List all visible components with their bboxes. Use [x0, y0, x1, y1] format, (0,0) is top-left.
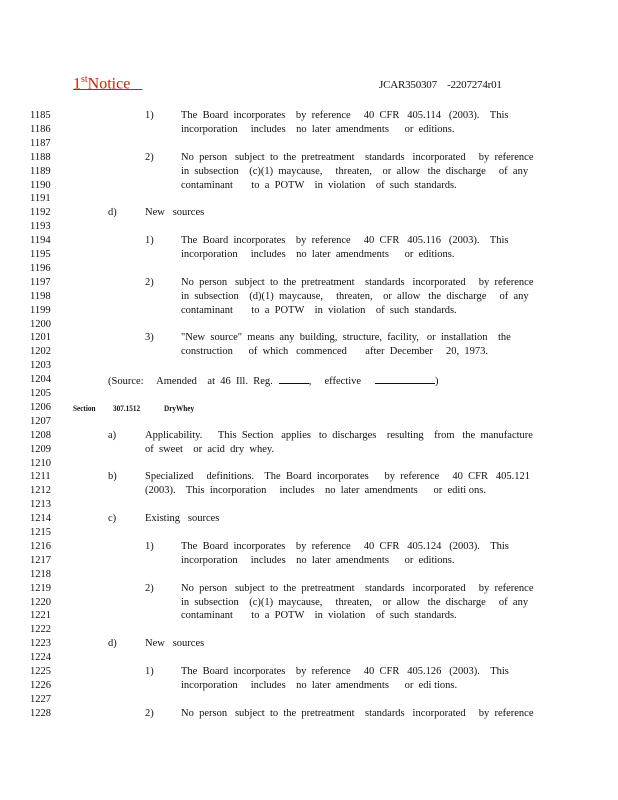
line-number: 1189: [30, 165, 51, 177]
subsection-label: 1): [145, 540, 154, 552]
document-line: [0, 470, 618, 484]
line-number: 1196: [30, 262, 51, 274]
subsection-label: b): [108, 471, 117, 483]
document-line: [0, 498, 618, 512]
document-line: [0, 276, 618, 290]
line-text: No person subject to the pretreatment standards incorporated by reference: [181, 276, 534, 288]
line-number: 1222: [30, 624, 51, 636]
source-effective: , effective: [308, 376, 362, 388]
line-text: No person subject to the pretreatment standards incorporated by reference: [181, 582, 534, 594]
document-line: [0, 123, 618, 137]
document-line: [0, 318, 618, 332]
line-number: 1224: [30, 652, 51, 664]
line-number: 1186: [30, 123, 51, 135]
line-number: 1215: [30, 527, 51, 538]
line-text: Applicability. This Section applies to discharges resulting from the manufacture: [145, 429, 533, 441]
line-text: No person subject to the pretreatment standards incorporated by reference: [181, 707, 534, 719]
line-number: 1190: [30, 179, 51, 191]
subsection-label: a): [108, 429, 117, 441]
line-text: The Board incorporates by reference 40 CFR 405.124 (2003). This: [181, 540, 509, 552]
document-line: [0, 345, 618, 359]
document-line: [0, 109, 618, 123]
document-line: [0, 429, 618, 443]
effective-date-blank: [375, 373, 435, 384]
document-line: [0, 137, 618, 151]
subsection-label: 2): [145, 151, 154, 163]
line-number: 1212: [30, 485, 51, 497]
document-line: [0, 707, 618, 721]
document-line: [0, 637, 618, 651]
line-number: 1219: [30, 582, 51, 594]
line-number: 1214: [30, 513, 51, 525]
subsection-label: 3): [145, 332, 154, 344]
line-number: 1204: [30, 374, 51, 386]
document-line: [0, 151, 618, 165]
line-number: 1200: [30, 318, 51, 330]
document-line: [0, 457, 618, 471]
line-number: 1205: [30, 388, 51, 399]
line-text: construction of which commenced after December 20, 1973.: [181, 346, 489, 358]
line-text: contaminant to a POTW in violation of such standards.: [181, 610, 457, 622]
line-text: in subsection (c)(1) maycause, threaten, or allow the discharge of any: [181, 596, 529, 608]
line-number: 1197: [30, 276, 51, 288]
line-text: in subsection (d)(1) maycause, threaten, or allow the discharge of any: [181, 290, 529, 302]
document-line: [0, 665, 618, 679]
line-number: 1208: [30, 429, 51, 441]
line-number: 1221: [30, 610, 51, 622]
document-line: [0, 554, 618, 568]
line-text: The Board incorporates by reference 40 CFR 405.114 (2003). This: [181, 110, 509, 121]
document-line: [0, 540, 618, 554]
line-number: 1211: [30, 471, 51, 483]
line-text: Existing sources: [145, 513, 220, 525]
document-line: [0, 304, 618, 318]
subsection-label: 2): [145, 707, 154, 719]
line-number: 1207: [30, 415, 51, 427]
document-line: [0, 165, 618, 179]
document-line: [0, 206, 618, 220]
line-number: 1199: [30, 304, 51, 316]
line-number: 1192: [30, 207, 51, 219]
subsection-label: 1): [145, 110, 154, 121]
line-number: 1216: [30, 540, 51, 552]
line-text: No person subject to the pretreatment standards incorporated by reference: [181, 151, 534, 163]
line-number: 1209: [30, 443, 51, 455]
line-text: The Board incorporates by reference 40 CFR 405.116 (2003). This: [181, 235, 509, 247]
document-line: [0, 415, 618, 429]
document-line: [0, 179, 618, 193]
document-line: [0, 484, 618, 498]
document-line: [0, 443, 618, 457]
line-number: 1185: [30, 110, 51, 121]
line-number: 1188: [30, 151, 51, 163]
document-line: [0, 693, 618, 707]
document-id: JCAR350307 -2207274r01: [379, 79, 502, 91]
line-number: 1191: [30, 193, 51, 205]
document-line: [0, 609, 618, 623]
line-number: 1213: [30, 499, 51, 511]
line-number: 1187: [30, 137, 51, 149]
document-line: [0, 526, 618, 540]
line-number: 1228: [30, 707, 51, 719]
document-line: [0, 359, 618, 373]
line-number: 1223: [30, 638, 51, 650]
subsection-label: 1): [145, 666, 154, 677]
line-number: 1220: [30, 596, 51, 608]
subsection-label: d): [108, 638, 117, 650]
document-line: [0, 651, 618, 665]
section-title: DryWhey: [164, 402, 195, 413]
subsection-label: 2): [145, 582, 154, 594]
line-number: 1202: [30, 346, 51, 358]
source-close: ): [435, 376, 439, 388]
line-text: New sources: [145, 638, 205, 650]
document-line: [0, 623, 618, 637]
line-text: in subsection (c)(1) maycause, threaten, or allow the discharge of any: [181, 165, 529, 177]
source-prefix: (Source: Amended at 46 Ill. Reg.: [108, 376, 273, 388]
line-number: 1218: [30, 568, 51, 580]
line-number: 1201: [30, 332, 51, 344]
line-text: (2003). This incorporation includes no later amendments or editi ons.: [145, 485, 486, 497]
document-line: [0, 331, 618, 345]
document-line: [0, 248, 618, 262]
line-number: 1195: [30, 249, 51, 260]
line-number: 1198: [30, 290, 51, 302]
line-text: of sweet or acid dry whey.: [145, 443, 275, 455]
document-line: [0, 234, 618, 248]
line-text: incorporation includes no later amendments or editions.: [181, 554, 455, 566]
line-number: 1193: [30, 221, 51, 233]
line-number: 1225: [30, 666, 51, 677]
document-line: [0, 679, 618, 693]
document-line: [0, 596, 618, 610]
line-number: 1206: [30, 401, 51, 413]
line-number: 1217: [30, 554, 51, 566]
line-number: 1226: [30, 679, 51, 691]
subsection-label: c): [108, 513, 117, 525]
register-page-blank: [279, 373, 309, 384]
subsection-label: d): [108, 207, 117, 219]
line-text: "New source" means any building, structure, facility, or installation the: [181, 332, 511, 344]
subsection-label: 2): [145, 276, 154, 288]
document-line: [0, 582, 618, 596]
notice-heading: 1stNotice: [73, 74, 131, 93]
document-line: [0, 262, 618, 276]
document-line: [0, 387, 618, 401]
line-number: 1227: [30, 693, 51, 705]
line-text: contaminant to a POTW in violation of such standards.: [181, 304, 457, 316]
document-line: [0, 401, 618, 415]
section-number: 307.1512: [113, 402, 141, 413]
document-line: [0, 220, 618, 234]
line-number: 1210: [30, 457, 51, 469]
section-word: Section: [73, 402, 96, 413]
line-text: contaminant to a POTW in violation of such standards.: [181, 179, 457, 191]
document-line: [0, 568, 618, 582]
document-line: [0, 512, 618, 526]
line-text: incorporation includes no later amendments or edi tions.: [181, 679, 458, 691]
line-text: incorporation includes no later amendments or editions.: [181, 249, 455, 260]
line-number: 1203: [30, 360, 51, 372]
line-number: 1194: [30, 235, 51, 247]
line-text: New sources: [145, 207, 205, 219]
document-line: [0, 192, 618, 206]
line-text: Specialized definitions. The Board incorporates by reference 40 CFR 405.121: [145, 471, 531, 483]
line-text: incorporation includes no later amendments or editions.: [181, 123, 455, 135]
line-text: The Board incorporates by reference 40 CFR 405.126 (2003). This: [181, 666, 509, 677]
subsection-label: 1): [145, 235, 154, 247]
document-line: [0, 290, 618, 304]
document-line: [0, 373, 618, 387]
